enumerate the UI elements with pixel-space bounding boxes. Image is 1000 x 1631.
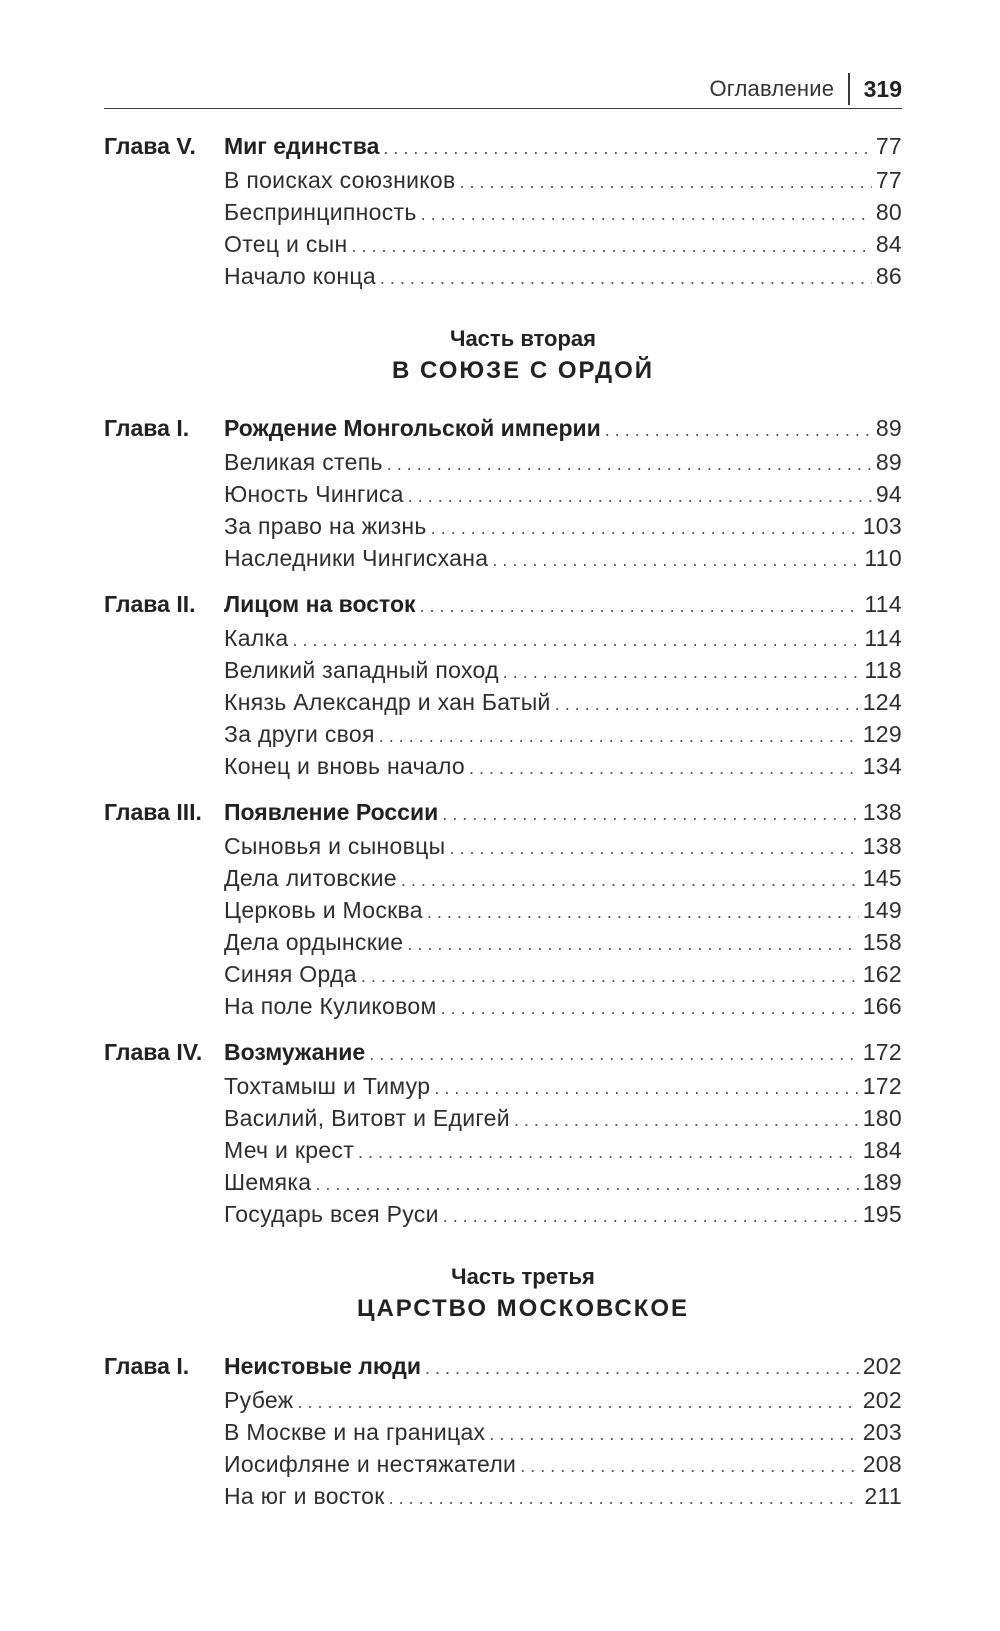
entry-page: 103 [862, 513, 902, 539]
chapter-row[interactable] [104, 1348, 902, 1384]
table-of-contents [104, 128, 902, 1524]
chapter-page: 114 [864, 591, 902, 617]
toc-entry[interactable] [104, 1416, 902, 1448]
chapter-title: Лицом на восток [224, 591, 416, 617]
entry-page: 180 [862, 1105, 902, 1131]
entry-page: 80 [875, 199, 902, 225]
entry-title: Тохтамыш и Тимур [224, 1073, 431, 1099]
chapter-title: Появление России [224, 799, 439, 825]
entry-page: 149 [862, 897, 902, 923]
chapter-page: 172 [862, 1039, 902, 1065]
entry-title: Государь всея Руси [224, 1201, 439, 1227]
entry-title: Сыновья и сыновцы [224, 833, 446, 859]
chapter-page: 202 [862, 1353, 902, 1379]
entry-title: Юность Чингиса [224, 481, 404, 507]
entry-page: 129 [862, 721, 902, 747]
entry-page: 184 [862, 1137, 902, 1163]
dot-leader [352, 230, 872, 262]
entry-page: 84 [875, 231, 902, 257]
chapter-block [104, 410, 902, 574]
entry-title: Беспринципность [224, 199, 417, 225]
chapter-title: Рождение Монгольской империи [224, 415, 601, 441]
chapter-page: 77 [875, 133, 902, 159]
entry-page: 158 [862, 929, 902, 955]
entry-page: 86 [875, 263, 902, 289]
dot-leader [489, 1418, 858, 1450]
dot-leader [369, 1036, 859, 1072]
toc-entry[interactable] [104, 750, 902, 782]
toc-entry[interactable] [104, 1070, 902, 1102]
dot-leader [315, 1168, 858, 1200]
toc-entry[interactable] [104, 196, 902, 228]
toc-entry[interactable] [104, 1384, 902, 1416]
entry-title: Василий, Витовт и Едигей [224, 1105, 510, 1131]
dot-leader [431, 512, 859, 544]
dot-leader [514, 1104, 859, 1136]
dot-leader [292, 624, 860, 656]
entry-page: 208 [862, 1451, 902, 1477]
dot-leader [420, 588, 861, 624]
entry-title: Меч и крест [224, 1137, 355, 1163]
dot-leader [555, 688, 859, 720]
entry-page: 166 [862, 993, 902, 1019]
entry-page: 145 [862, 865, 902, 891]
entry-page: 211 [864, 1483, 902, 1509]
running-head-title: Оглавление [709, 76, 835, 101]
dot-leader [442, 796, 858, 832]
toc-entry[interactable] [104, 1198, 902, 1230]
entry-title: Рубеж [224, 1387, 294, 1413]
dot-leader [434, 1072, 858, 1104]
running-head-divider [848, 73, 850, 105]
dot-leader [503, 656, 861, 688]
entry-page: 110 [864, 545, 902, 571]
toc-entry[interactable] [104, 228, 902, 260]
dot-leader [380, 262, 872, 294]
entry-page: 118 [864, 657, 902, 683]
toc-entry[interactable] [104, 510, 902, 542]
entry-title: За право на жизнь [224, 513, 427, 539]
dot-leader [425, 1350, 859, 1386]
dot-leader [387, 448, 872, 480]
chapter-label: Глава I. [104, 415, 190, 441]
dot-leader [469, 752, 859, 784]
toc-entry[interactable] [104, 542, 902, 574]
dot-leader [520, 1450, 859, 1482]
entry-title: Иосифляне и нестяжатели [224, 1451, 517, 1477]
part-title: В СОЮЗЕ С ОРДОЙ [391, 357, 655, 384]
entry-title: За други своя [224, 721, 375, 747]
chapter-row[interactable] [104, 128, 902, 164]
entry-title: В Москве и на границах [224, 1419, 486, 1445]
entry-title: Начало конца [224, 263, 376, 289]
dot-leader [441, 992, 859, 1024]
running-head [104, 70, 902, 109]
entry-title: Дела ордынские [224, 929, 404, 955]
chapter-label: Глава V. [104, 133, 196, 159]
dot-leader [407, 928, 858, 960]
chapter-label: Глава IV. [104, 1039, 203, 1065]
chapter-block [104, 1348, 902, 1512]
entry-title: На поле Куликовом [224, 993, 437, 1019]
chapter-page: 89 [875, 415, 902, 441]
entry-page: 134 [862, 753, 902, 779]
dot-leader [408, 480, 872, 512]
chapter-row[interactable] [104, 586, 902, 622]
toc-entry[interactable] [104, 926, 902, 958]
entry-title: Наследники Чингисхана [224, 545, 489, 571]
toc-entry[interactable] [104, 622, 902, 654]
toc-entry[interactable] [104, 958, 902, 990]
toc-entry[interactable] [104, 478, 902, 510]
chapter-title: Неистовые люди [224, 1353, 421, 1379]
dot-leader [358, 1136, 859, 1168]
entry-page: 114 [864, 625, 902, 651]
toc-entry[interactable] [104, 1448, 902, 1480]
dot-leader [297, 1386, 858, 1418]
chapter-page: 138 [862, 799, 902, 825]
chapter-block [104, 128, 902, 292]
entry-page: 172 [862, 1073, 902, 1099]
dot-leader [361, 960, 859, 992]
entry-page: 77 [875, 167, 902, 193]
entry-page: 89 [875, 449, 902, 475]
chapter-row[interactable] [104, 1034, 902, 1070]
dot-leader [492, 544, 860, 576]
entry-title: Отец и сын [224, 231, 348, 257]
toc-entry[interactable] [104, 894, 902, 926]
chapter-title: Возмужание [224, 1039, 366, 1065]
entry-page: 124 [862, 689, 902, 715]
toc-entry[interactable] [104, 830, 902, 862]
chapter-label: Глава III. [104, 799, 202, 825]
dot-leader [379, 720, 859, 752]
toc-entry[interactable] [104, 260, 902, 292]
toc-entry[interactable] [104, 654, 902, 686]
part-label: Часть третья [451, 1264, 595, 1289]
chapter-row[interactable] [104, 794, 902, 830]
entry-title: На юг и восток [224, 1483, 385, 1509]
entry-page: 202 [862, 1387, 902, 1413]
dot-leader [427, 896, 859, 928]
entry-title: Князь Александр и хан Батый [224, 689, 551, 715]
page-number: 319 [863, 75, 902, 102]
toc-entry[interactable] [104, 990, 902, 1022]
chapter-row[interactable] [104, 410, 902, 446]
toc-entry[interactable] [104, 862, 902, 894]
entry-title: Калка [224, 625, 289, 651]
entry-page: 195 [862, 1201, 902, 1227]
entry-title: Конец и вновь начало [224, 753, 466, 779]
toc-entry[interactable] [104, 686, 902, 718]
entry-page: 203 [862, 1419, 902, 1445]
chapter-label: Глава I. [104, 1353, 190, 1379]
chapter-block [104, 1034, 902, 1230]
dot-leader [383, 130, 871, 166]
entry-title: Дела литовские [224, 865, 397, 891]
part-heading [104, 1262, 902, 1326]
toc-entry[interactable] [104, 1166, 902, 1198]
chapter-block [104, 586, 902, 782]
toc-entry[interactable] [104, 1102, 902, 1134]
chapter-label: Глава II. [104, 591, 196, 617]
entry-title: Синяя Орда [224, 961, 357, 987]
dot-leader [460, 166, 872, 198]
entry-title: В поисках союзников [224, 167, 456, 193]
part-label: Часть вторая [449, 326, 596, 351]
part-title: ЦАРСТВО МОСКОВСКОЕ [356, 1295, 690, 1322]
dot-leader [389, 1482, 861, 1514]
entry-title: Великий западный поход [224, 657, 499, 683]
part-heading [104, 324, 902, 388]
entry-title: Великая степь [224, 449, 383, 475]
entry-title: Шемяка [224, 1169, 312, 1195]
entry-page: 138 [862, 833, 902, 859]
toc-entry[interactable] [104, 446, 902, 478]
entry-page: 162 [862, 961, 902, 987]
chapter-title: Миг единства [224, 133, 380, 159]
dot-leader [605, 412, 872, 448]
dot-leader [401, 864, 859, 896]
dot-leader [421, 198, 872, 230]
toc-entry[interactable] [104, 1480, 902, 1512]
chapter-block [104, 794, 902, 1022]
toc-entry[interactable] [104, 1134, 902, 1166]
entry-page: 94 [875, 481, 902, 507]
entry-page: 189 [862, 1169, 902, 1195]
toc-entry[interactable] [104, 164, 902, 196]
dot-leader [443, 1200, 859, 1232]
entry-title: Церковь и Москва [224, 897, 423, 923]
dot-leader [449, 832, 858, 864]
toc-entry[interactable] [104, 718, 902, 750]
